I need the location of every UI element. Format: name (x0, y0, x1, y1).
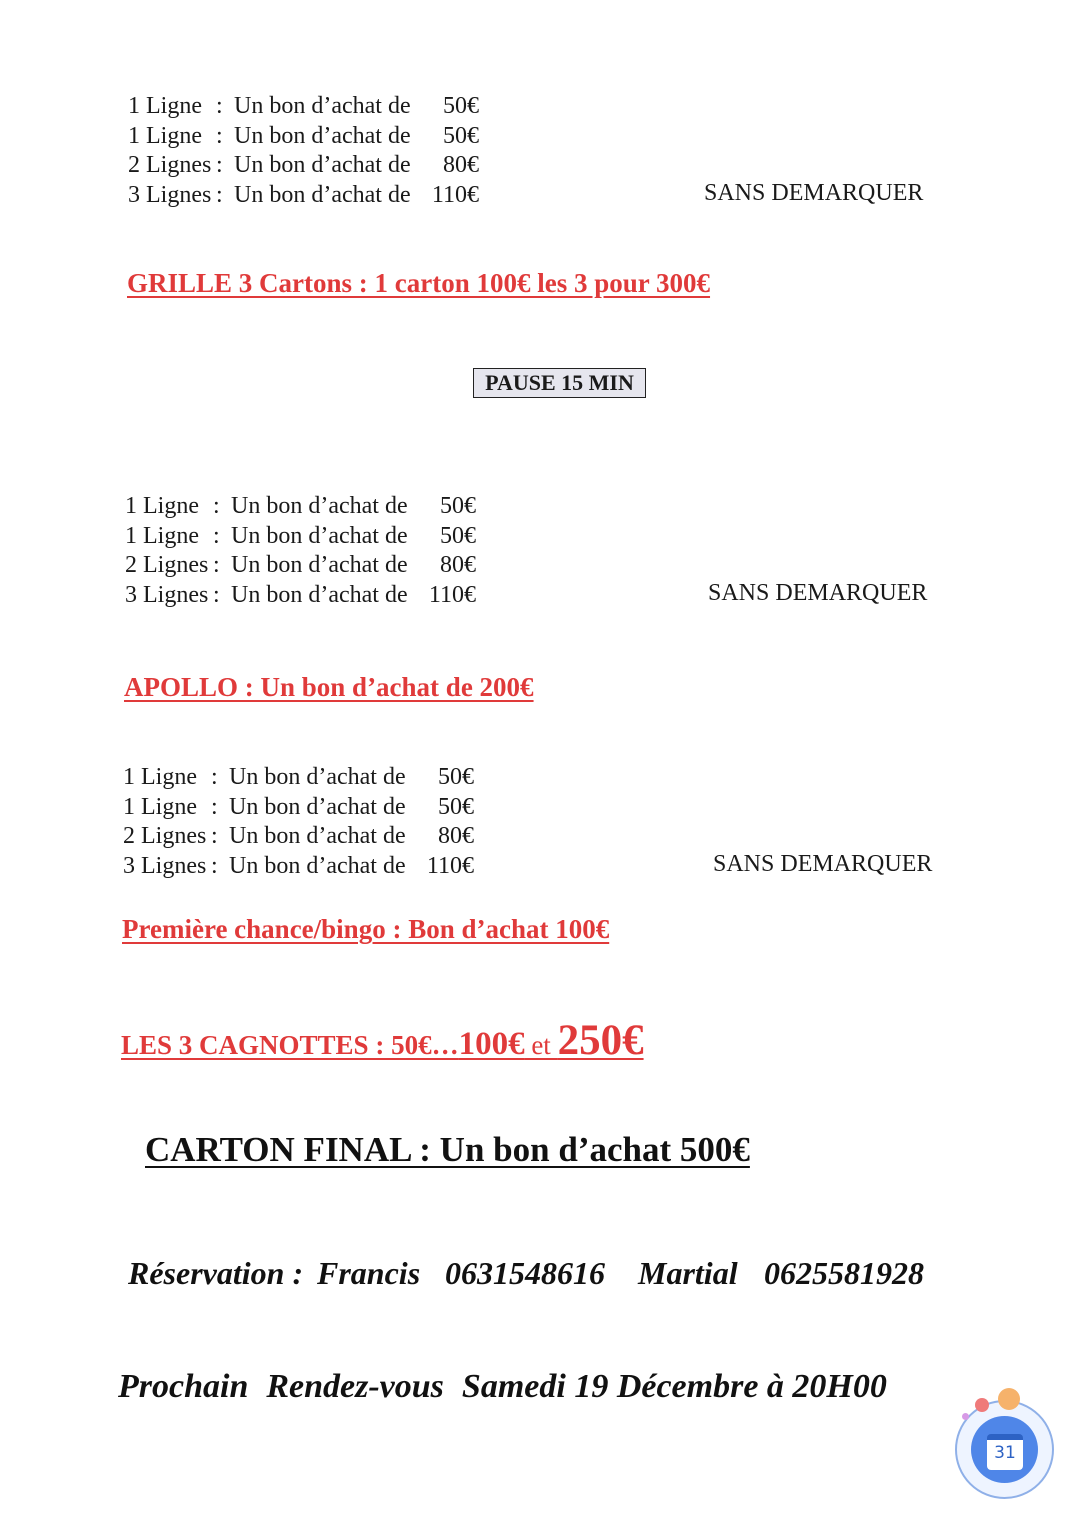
decorative-dot (975, 1398, 989, 1412)
sans-demarquer-label: SANS DEMARQUER (708, 580, 928, 606)
calendar-widget-button[interactable] (955, 1400, 1054, 1499)
premiere-chance-heading: Première chance/bingo : Bon d’achat 100€ (122, 914, 610, 944)
apollo-heading: APOLLO : Un bon d’achat de 200€ (124, 672, 534, 702)
grille-heading: GRILLE 3 Cartons : 1 carton 100€ les 3 pour 300€ (127, 268, 711, 298)
prize-list-2 (125, 492, 476, 610)
prize-row: 2 Lignes : Un bon d’achat de 80€ (125, 552, 476, 578)
prize-row: 1 Ligne : Un bon d’achat de 50€ (123, 764, 474, 790)
prize-row: 2 Lignes : Un bon d’achat de 80€ (123, 823, 474, 849)
prize-row: 2 Lignes : Un bon d’achat de 80€ (128, 152, 479, 178)
prize-row: 3 Lignes : Un bon d’achat de 110€ (123, 852, 474, 879)
prize-row: 1 Ligne : Un bon d’achat de 50€ (128, 93, 479, 119)
prize-row: 1 Ligne : Un bon d’achat de 50€ (125, 493, 476, 519)
reservation-label: Réservation : (128, 1255, 304, 1291)
decorative-dot (998, 1388, 1020, 1410)
cagnottes-heading: LES 3 CAGNOTTES : 50€…100€ et 250€ (121, 1017, 644, 1064)
sans-demarquer-label: SANS DEMARQUER (704, 180, 924, 206)
reservation-phone-francis: 0631548616 (445, 1255, 605, 1291)
prize-row: 3 Lignes : Un bon d’achat de 110€ (125, 581, 476, 608)
next-meeting-line: Prochain Rendez-vous Samedi 19 Décembre à 20H00 (118, 1368, 887, 1405)
calendar-icon (971, 1416, 1038, 1483)
reservation-phone-martial: 0625581928 (764, 1255, 924, 1291)
prize-list-3 (123, 763, 474, 881)
reservation-name-martial: Martial (638, 1255, 738, 1291)
sans-demarquer-label: SANS DEMARQUER (713, 851, 933, 877)
prize-list-1 (128, 92, 479, 210)
pause-box: PAUSE 15 MIN (473, 368, 646, 398)
prize-row: 1 Ligne : Un bon d’achat de 50€ (128, 122, 479, 149)
prize-row: 1 Ligne : Un bon d’achat de 50€ (123, 793, 474, 820)
decorative-dot (962, 1413, 969, 1420)
prize-row: 3 Lignes : Un bon d’achat de 110€ (128, 181, 479, 208)
calendar-day-number: 31 (994, 1443, 1016, 1463)
prize-row: 1 Ligne : Un bon d’achat de 50€ (125, 522, 476, 549)
reservation-name-francis: Francis (317, 1255, 421, 1291)
carton-final-heading: CARTON FINAL : Un bon d’achat 500€ (145, 1130, 750, 1169)
